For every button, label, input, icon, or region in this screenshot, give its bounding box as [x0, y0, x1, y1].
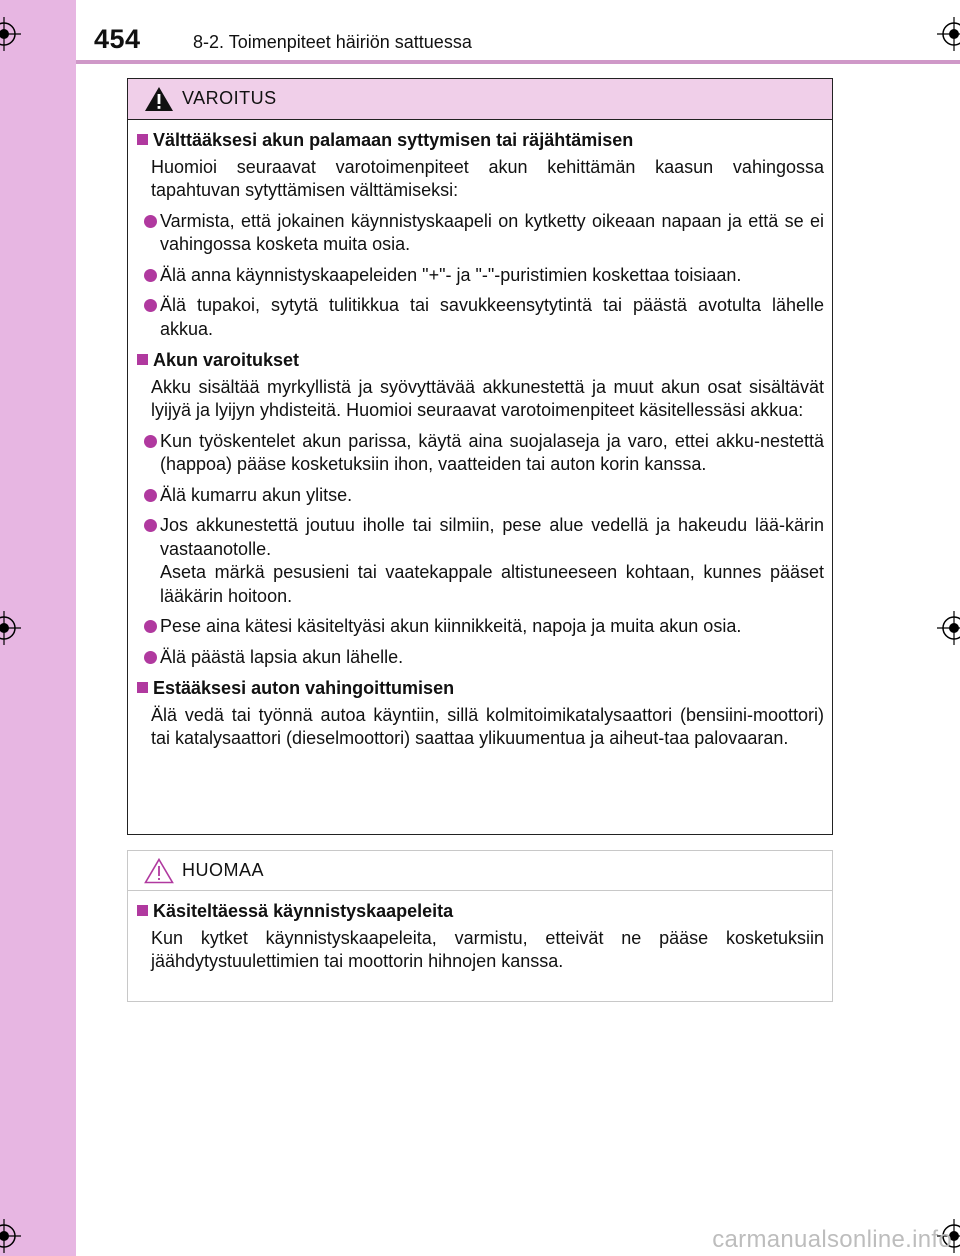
- section-heading: Käsiteltäessä käynnistyskaapeleita: [137, 900, 824, 924]
- round-bullet-icon: [144, 620, 157, 633]
- round-bullet-icon: [144, 215, 157, 228]
- notice-box: [127, 850, 833, 1002]
- page-number: 454: [94, 24, 141, 54]
- round-bullet-icon: [144, 651, 157, 664]
- registration-mark-icon: [0, 17, 21, 51]
- square-bullet-icon: [137, 905, 148, 916]
- site-watermark: carmanualsonline.info: [712, 1226, 952, 1253]
- registration-mark-icon: [937, 611, 960, 645]
- registration-mark-icon: [0, 1219, 21, 1253]
- notice-body: [128, 891, 832, 974]
- warning-box: [127, 78, 833, 835]
- round-bullet-icon: [144, 519, 157, 532]
- section-heading: Akun varoitukset: [137, 349, 824, 373]
- section-text: Huomioi seuraavat varotoimenpiteet akun kehittämän kaasun vahingossa tapahtuvan sytyttämisen välttämiseksi:: [151, 156, 824, 200]
- list-item: Älä päästä lapsia akun lähelle.: [137, 646, 824, 670]
- section-text: Älä vedä tai työnnä autoa käyntiin, sillä kolmitoimikatalysaattori (bensiini-moottori) tai katalysaattori (dieselmoottori) saattaa ylikuumentua ja aiheut-taa palovaaran.: [151, 704, 824, 748]
- section-text: Kun kytket käynnistyskaapeleita, varmistu, etteivät ne pääse kosketuksiin jäähdytystuulettimien tai moottorin hihnojen kanssa.: [151, 927, 824, 971]
- warning-label: VAROITUS: [182, 88, 277, 108]
- list-item: Pese aina kätesi käsiteltyäsi akun kiinnikkeitä, napoja ja muita akun osia.: [137, 615, 824, 639]
- list-item: Kun työskentelet akun parissa, käytä aina suojalaseja ja varo, ettei akku-nestettä (happoa) pääse kosketuksiin ihon, vaatteiden tai auton korin kanssa.: [137, 430, 824, 477]
- warning-header: [128, 79, 832, 120]
- section-heading: Estääksesi auton vahingoittumisen: [137, 677, 824, 701]
- list-item: Jos akkunestettä joutuu iholle tai silmiin, pese alue vedellä ja hakeudu lää-kärin vastaanotolle. Aseta märkä pesusieni tai vaatekappale altistuneeseen kohtaan, kunnes pääset lääkärin hoitoon.: [137, 514, 824, 608]
- section-heading: Välttääksesi akun palamaan syttymisen tai räjähtämisen: [137, 129, 824, 153]
- square-bullet-icon: [137, 134, 148, 145]
- registration-mark-icon: [0, 611, 21, 645]
- round-bullet-icon: [144, 435, 157, 448]
- round-bullet-icon: [144, 299, 157, 312]
- square-bullet-icon: [137, 354, 148, 365]
- chapter-title: 8-2. Toimenpiteet häiriön sattuessa: [193, 32, 472, 52]
- list-item: Varmista, että jokainen käynnistyskaapeli on kytketty oikeaan napaan ja että se ei vahingossa kosketa muita osia.: [137, 210, 824, 257]
- list-item: Älä anna käynnistyskaapeleiden "+"- ja "-"-puristimien koskettaa toisiaan.: [137, 264, 824, 288]
- notice-label: HUOMAA: [182, 860, 265, 880]
- notice-header: [128, 851, 832, 891]
- square-bullet-icon: [137, 682, 148, 693]
- warning-body: [128, 120, 832, 751]
- round-bullet-icon: [144, 269, 157, 282]
- caution-triangle-outline-icon: [143, 857, 175, 885]
- section-text: Akku sisältää myrkyllistä ja syövyttävää akkunestettä ja muut akun osat sisältävät lyijyä ja lyijyn yhdisteitä. Huomioi seuraavat varotoimenpiteet käsitellessäsi akkua:: [151, 376, 824, 420]
- round-bullet-icon: [144, 489, 157, 502]
- header-divider: [76, 60, 960, 64]
- warning-triangle-icon: [143, 85, 175, 113]
- list-item: Älä kumarru akun ylitse.: [137, 484, 824, 508]
- registration-mark-icon: [937, 17, 960, 51]
- list-item: Älä tupakoi, sytytä tulitikkua tai savukkeensytytintä tai päästä avotulta lähelle akkua.: [137, 294, 824, 341]
